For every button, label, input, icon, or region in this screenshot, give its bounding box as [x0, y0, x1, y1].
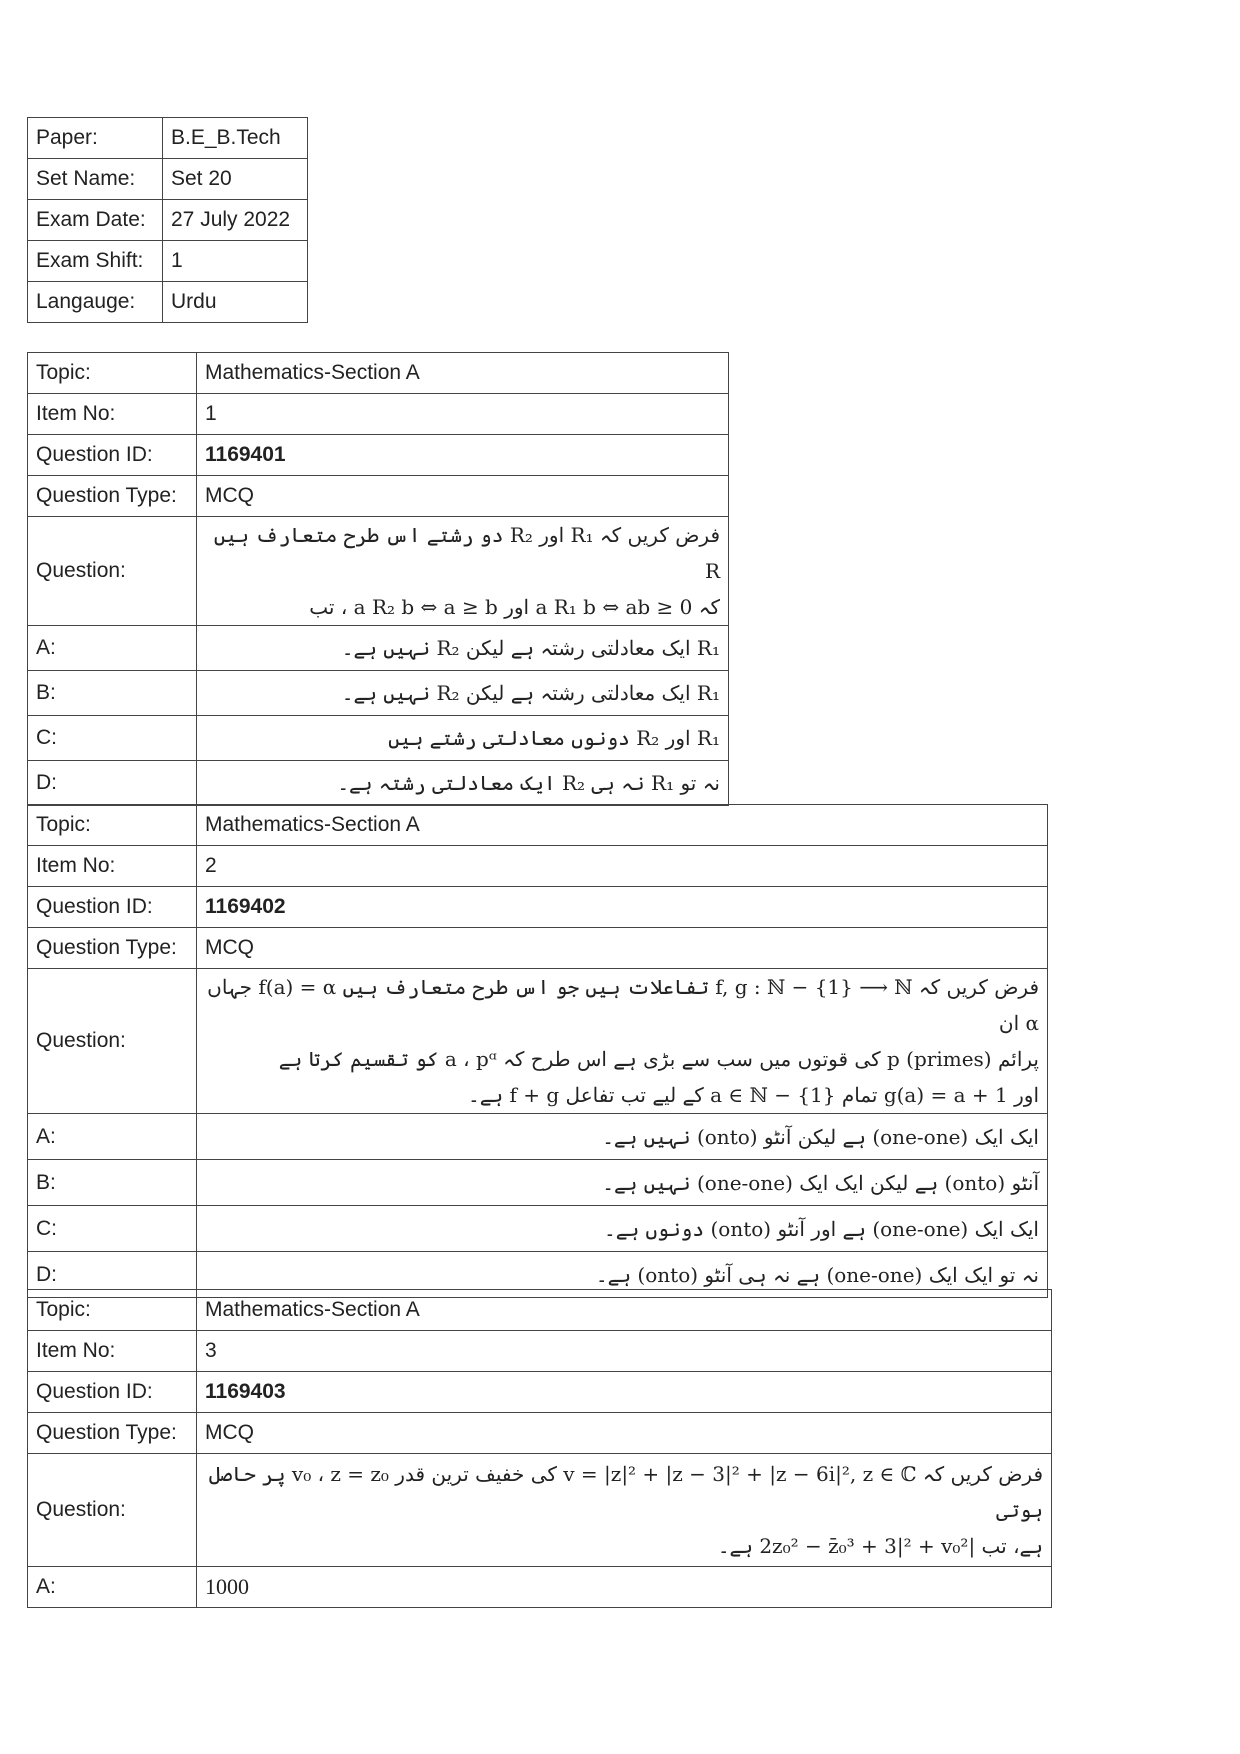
question-label: Question: [28, 969, 197, 1114]
option-a-label: A: [28, 1567, 197, 1608]
option-a-row [28, 1567, 1052, 1608]
option-b-label: B: [28, 1160, 197, 1206]
option-c-text: R₁ اور R₂ دونوں معادلتی رشتے ہیں [197, 716, 729, 761]
meta-row-exam-date [28, 200, 308, 241]
meta-label: Paper: [28, 118, 163, 159]
question-type-value: MCQ [197, 1413, 1052, 1454]
question-id-value: 1169402 [197, 887, 1048, 928]
option-d-row [28, 761, 729, 806]
question-type-row [28, 1413, 1052, 1454]
item-no-label: Item No: [28, 394, 197, 435]
option-d-text: نہ تو R₁ نہ ہی R₂ ایک معادلتی رشتہ ہے۔ [197, 761, 729, 806]
meta-value: B.E_B.Tech [163, 118, 308, 159]
option-d-label: D: [28, 761, 197, 806]
option-a-label: A: [28, 626, 197, 671]
question-id-row [28, 1372, 1052, 1413]
question-id-label: Question ID: [28, 1372, 197, 1413]
question-text [197, 517, 729, 626]
question-type-value: MCQ [197, 928, 1048, 969]
question-line: فرض کریں کہ v = |z|² + |z − 3|² + |z − 6i|², z ∈ ℂ کی خفیف ترین قدر v₀ ، z = z₀ پر حاصل ہوتی [208, 1462, 1043, 1522]
meta-row-language [28, 282, 308, 323]
option-a-row [28, 626, 729, 671]
option-b-row [28, 671, 729, 716]
meta-row-paper [28, 118, 308, 159]
question-type-label: Question Type: [28, 928, 197, 969]
option-d-text: نہ تو ایک ایک (one-one) ہے نہ ہی آنٹو (onto) ہے۔ [197, 1252, 1048, 1298]
meta-label: Exam Shift: [28, 241, 163, 282]
topic-row [28, 805, 1048, 846]
item-no-value: 3 [197, 1331, 1052, 1372]
topic-row [28, 353, 729, 394]
meta-value: Set 20 [163, 159, 308, 200]
question-id-value: 1169403 [197, 1372, 1052, 1413]
topic-value: Mathematics-Section A [197, 1290, 1052, 1331]
topic-label: Topic: [28, 805, 197, 846]
question-id-label: Question ID: [28, 887, 197, 928]
question-id-label: Question ID: [28, 435, 197, 476]
question-line: پرائم (primes) p کی قوتوں میں سب سے بڑی ہے اس طرح کہ a ، pᵅ کو تقسیم کرتا ہے [278, 1047, 1039, 1071]
question-id-row [28, 887, 1048, 928]
question-line: فرض کریں کہ R₁ اور R₂ دو رشتے اس طرح متعارف ہیں R [213, 523, 720, 583]
option-b-row [28, 1160, 1048, 1206]
option-a-label: A: [28, 1114, 197, 1160]
option-b-text: R₁ ایک معادلتی رشتہ ہے لیکن R₂ نہیں ہے۔ [197, 671, 729, 716]
item-no-value: 1 [197, 394, 729, 435]
question-type-label: Question Type: [28, 476, 197, 517]
meta-row-set-name [28, 159, 308, 200]
question-row [28, 1454, 1052, 1567]
meta-value: 27 July 2022 [163, 200, 308, 241]
topic-row [28, 1290, 1052, 1331]
topic-label: Topic: [28, 1290, 197, 1331]
option-c-text: ایک ایک (one-one) ہے اور آنٹو (onto) دونوں ہے۔ [197, 1206, 1048, 1252]
question-table-3 [27, 1289, 1052, 1608]
item-no-label: Item No: [28, 846, 197, 887]
option-a-text: 1000 [197, 1567, 1052, 1608]
option-a-row [28, 1114, 1048, 1160]
question-text [197, 969, 1048, 1114]
topic-label: Topic: [28, 353, 197, 394]
option-c-label: C: [28, 1206, 197, 1252]
option-c-row [28, 1206, 1048, 1252]
meta-label: Set Name: [28, 159, 163, 200]
meta-label: Langauge: [28, 282, 163, 323]
question-type-row [28, 928, 1048, 969]
option-a-text: R₁ ایک معادلتی رشتہ ہے لیکن R₂ نہیں ہے۔ [197, 626, 729, 671]
question-type-label: Question Type: [28, 1413, 197, 1454]
question-id-value: 1169401 [197, 435, 729, 476]
option-d-label: D: [28, 1252, 197, 1298]
question-id-row [28, 435, 729, 476]
question-text [197, 1454, 1052, 1567]
question-line: اور g(a) = a + 1 تمام a ∈ ℕ − {1} کے لیے تب تفاعل f + g ہے۔ [467, 1083, 1039, 1107]
option-b-text: آنٹو (onto) ہے لیکن ایک ایک (one-one) نہیں ہے۔ [197, 1160, 1048, 1206]
option-c-label: C: [28, 716, 197, 761]
question-row [28, 517, 729, 626]
item-no-value: 2 [197, 846, 1048, 887]
question-type-value: MCQ [197, 476, 729, 517]
item-no-row [28, 394, 729, 435]
question-label: Question: [28, 1454, 197, 1567]
item-no-row [28, 846, 1048, 887]
option-a-text: ایک ایک (one-one) ہے لیکن آنٹو (onto) نہیں ہے۔ [197, 1114, 1048, 1160]
meta-row-exam-shift [28, 241, 308, 282]
exam-meta-table [27, 117, 308, 323]
question-row [28, 969, 1048, 1114]
question-table-2 [27, 804, 1048, 1298]
question-line: ہے، تب |2z₀² − z̄₀³ + 3|² + v₀² ہے۔ [717, 1534, 1043, 1558]
question-line: کہ a R₁ b ⇔ ab ≥ 0 اور a R₂ b ⇔ a ≥ b ، تب [309, 595, 720, 619]
option-c-row [28, 716, 729, 761]
question-type-row [28, 476, 729, 517]
question-line: فرض کریں کہ f, g : ℕ − {1} ⟶ ℕ تفاعلات ہیں جو اس طرح متعارف ہیں f(a) = α جہاں α ان [207, 975, 1039, 1035]
meta-label: Exam Date: [28, 200, 163, 241]
item-no-row [28, 1331, 1052, 1372]
option-b-label: B: [28, 671, 197, 716]
question-table-1 [27, 352, 729, 806]
topic-value: Mathematics-Section A [197, 353, 729, 394]
item-no-label: Item No: [28, 1331, 197, 1372]
topic-value: Mathematics-Section A [197, 805, 1048, 846]
meta-value: 1 [163, 241, 308, 282]
meta-value: Urdu [163, 282, 308, 323]
question-label: Question: [28, 517, 197, 626]
